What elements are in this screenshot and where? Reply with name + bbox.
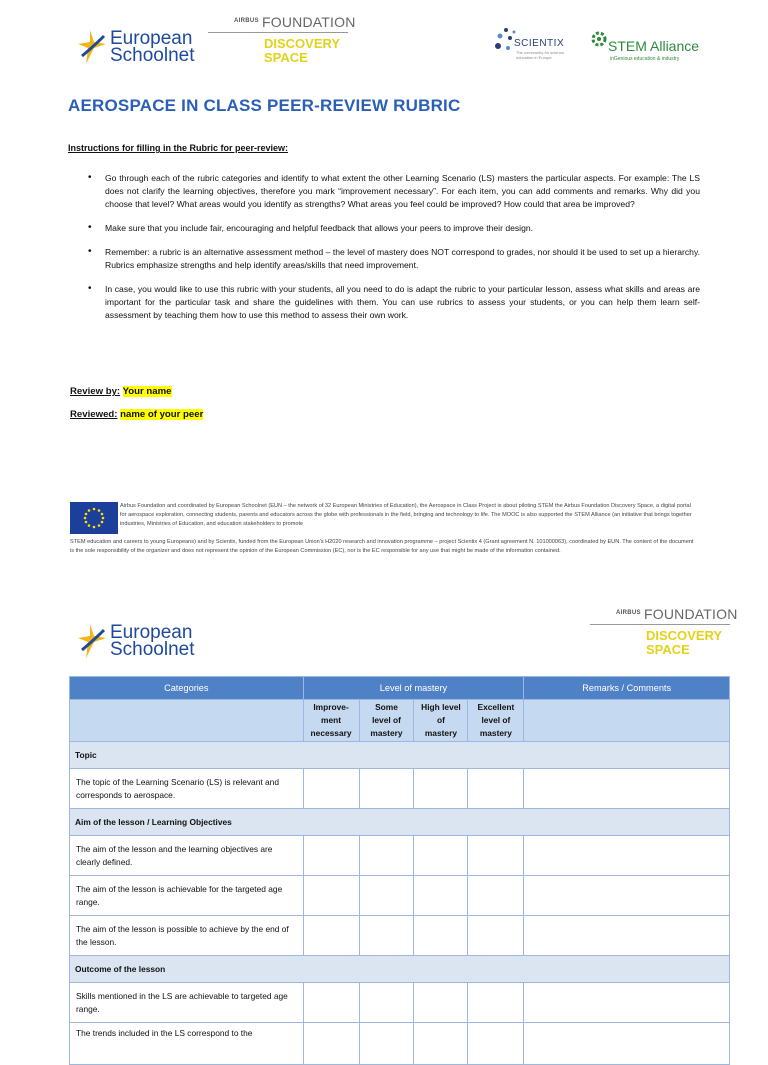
stem-gear-icon — [590, 30, 608, 48]
reviewed-label: Reviewed: — [70, 409, 118, 420]
rating-cell[interactable] — [468, 876, 524, 916]
footer-text-2: STEM education and careers to young Europeans) and by Scientix, funded from the European Union's H2020 research and innovation programme – project Scientix 4 (Grant agreement N. 101000063), coordinated by EUN. The content of the document is the sole responsibility of the organizer and does not represent the opinion of the European Commission (EC), nor is the EC responsible for any use that might be made of the information contained. — [70, 539, 694, 554]
rating-cell[interactable] — [359, 916, 414, 956]
discovery-line1: DISCOVERY — [264, 36, 341, 51]
instruction-item: • Remember: a rubric is an alternative assessment method – the level of mastery does NOT correspond to grades, nor should it be used to set up a hierarchy. Rubrics emphasize strengths and help identify areas/skills that need improvement. — [88, 246, 700, 272]
stem-wordmark: STEM Alliance — [608, 38, 700, 54]
level-subheader-row — [70, 700, 730, 742]
table-row — [70, 1023, 730, 1065]
criterion-text: The topic of the Learning Scenario (LS) is relevant and corresponds to aerospace. — [70, 769, 304, 809]
remarks-cell[interactable] — [524, 769, 730, 809]
rating-cell[interactable] — [414, 876, 468, 916]
criterion-text: The aim of the lesson is achievable for the targeted age range. — [70, 876, 304, 916]
footer-text-1: Airbus Foundation and coordinated by European Schoolnet (EUN – the network of 32 European Ministries of Education), the Aerospace in Class Project is about piloting STEM the Airbus Foundation Discovery Space, a digital portal for aerospace exploration, connecting students, parents and educators across the globe with professionals in the field, bringing and technology to life. The MOOC is also supported the STEM Alliance (an initiative that brings together industries, Ministries of Education, and education stakeholders to promote — [120, 503, 692, 527]
instruction-item: • Go through each of the rubric categories and identify to what extent the other Learning Scenario (LS) masters the particular aspects. For example: The LS does not clarify the learning objectives, therefore you mark “improvement necessary”. For each item, you can add comments and remarks. Why did you choose that level? What areas would you identify as strengths? What areas you feel could be improved? How could that area be improved? — [88, 172, 700, 211]
eun-star-icon — [76, 620, 110, 660]
rating-cell[interactable] — [468, 916, 524, 956]
scientix-tagline: The community for science education in Europe — [516, 50, 564, 60]
remarks-cell[interactable] — [524, 836, 730, 876]
eun-wordmark — [110, 30, 195, 64]
rating-cell[interactable] — [414, 983, 468, 1023]
table-row — [70, 876, 730, 916]
airbus-divider — [208, 32, 348, 33]
review-by-label: Review by: — [70, 386, 121, 397]
rating-cell[interactable] — [359, 769, 414, 809]
discovery-line1: DISCOVERY — [646, 628, 723, 643]
level-improvement: Improve- ment necessary — [303, 700, 359, 742]
eun-wordmark — [110, 624, 195, 658]
reviewed — [70, 409, 203, 420]
rating-cell[interactable] — [468, 1023, 524, 1065]
page-title: AEROSPACE IN CLASS PEER-REVIEW RUBRIC — [68, 96, 461, 115]
stem-alliance-logo — [590, 30, 700, 64]
eun-star-icon — [76, 26, 110, 66]
discovery-line2: SPACE — [646, 642, 690, 657]
airbus-divider — [590, 624, 730, 625]
category-outcome: Outcome of the lesson — [70, 956, 730, 983]
header-categories: Categories — [70, 677, 304, 700]
category-row — [70, 742, 730, 769]
airbus-foundation: FOUNDATION — [262, 14, 356, 30]
eun-line2: Schoolnet — [110, 639, 195, 660]
table-row — [70, 983, 730, 1023]
category-aim: Aim of the lesson / Learning Objectives — [70, 809, 730, 836]
rating-cell[interactable] — [414, 916, 468, 956]
rating-cell[interactable] — [359, 983, 414, 1023]
eun-line2: Schoolnet — [110, 45, 195, 66]
table-header-row — [70, 677, 730, 700]
rating-cell[interactable] — [303, 983, 359, 1023]
rating-cell[interactable] — [303, 1023, 359, 1065]
rating-cell[interactable] — [303, 836, 359, 876]
level-some: Some level of mastery — [359, 700, 414, 742]
rating-cell[interactable] — [414, 769, 468, 809]
european-schoolnet-logo-2 — [76, 620, 196, 662]
european-schoolnet-logo — [76, 26, 196, 68]
level-excellent: Excellent level of mastery — [468, 700, 524, 742]
rating-cell[interactable] — [468, 769, 524, 809]
airbus-small: AIRBUS — [616, 610, 641, 616]
table-row — [70, 769, 730, 809]
rating-cell[interactable] — [359, 876, 414, 916]
review-by — [70, 386, 172, 397]
rating-cell[interactable] — [303, 876, 359, 916]
criterion-text: The aim of the lesson and the learning objectives are clearly defined. — [70, 836, 304, 876]
table-row — [70, 916, 730, 956]
blank-cell — [524, 700, 730, 742]
rating-cell[interactable] — [359, 836, 414, 876]
airbus-small: AIRBUS — [234, 18, 259, 24]
remarks-cell[interactable] — [524, 1023, 730, 1065]
instructions-heading: Instructions for filling in the Rubric for peer-review: — [68, 143, 289, 153]
airbus-foundation-logo-2 — [590, 606, 738, 657]
level-high: High level of mastery — [414, 700, 468, 742]
blank-cell — [70, 700, 304, 742]
criterion-text: The aim of the lesson is possible to achieve by the end of the lesson. — [70, 916, 304, 956]
airbus-foundation: FOUNDATION — [644, 606, 738, 622]
discovery-line2: SPACE — [264, 50, 308, 65]
eu-flag-icon — [70, 502, 118, 534]
scientix-logo — [494, 26, 572, 66]
remarks-cell[interactable] — [524, 916, 730, 956]
rating-cell[interactable] — [303, 916, 359, 956]
rubric-table — [69, 676, 730, 1065]
criterion-text: The trends included in the LS correspond to the — [70, 1023, 304, 1065]
remarks-cell[interactable] — [524, 876, 730, 916]
rating-cell[interactable] — [468, 983, 524, 1023]
instruction-item: • In case, you would like to use this rubric with your students, all you need to do is adapt the rubric to your particular lesson, assess what skills and areas are important for the particular task and share the guidelines with them. You can use rubrics to assess your students, or you can help them learn self-assessment by teaching them how to use this method to assess their own work. — [88, 283, 700, 322]
airbus-foundation-logo — [208, 14, 356, 65]
scientix-wordmark: SCIENTIX — [514, 38, 565, 49]
remarks-cell[interactable] — [524, 983, 730, 1023]
criterion-text: Skills mentioned in the LS are achievable to targeted age range. — [70, 983, 304, 1023]
rating-cell[interactable] — [359, 1023, 414, 1065]
eun-line1: European — [110, 28, 193, 49]
rating-cell[interactable] — [303, 769, 359, 809]
category-row — [70, 809, 730, 836]
instruction-item: • Make sure that you include fair, encouraging and helpful feedback that allows your peers to improve their design. — [88, 222, 700, 235]
header-level: Level of mastery — [303, 677, 524, 700]
category-row — [70, 956, 730, 983]
header-remarks: Remarks / Comments — [524, 677, 730, 700]
eun-line1: European — [110, 622, 193, 643]
category-topic: Topic — [70, 742, 730, 769]
rating-cell[interactable] — [414, 1023, 468, 1065]
rating-cell[interactable] — [468, 836, 524, 876]
instructions-list — [88, 172, 700, 333]
reviewed-value[interactable]: name of your peer — [120, 409, 204, 420]
rating-cell[interactable] — [414, 836, 468, 876]
table-row — [70, 836, 730, 876]
review-by-value[interactable]: Your name — [122, 386, 172, 397]
stem-tagline: inGenious education & industry — [610, 56, 680, 62]
